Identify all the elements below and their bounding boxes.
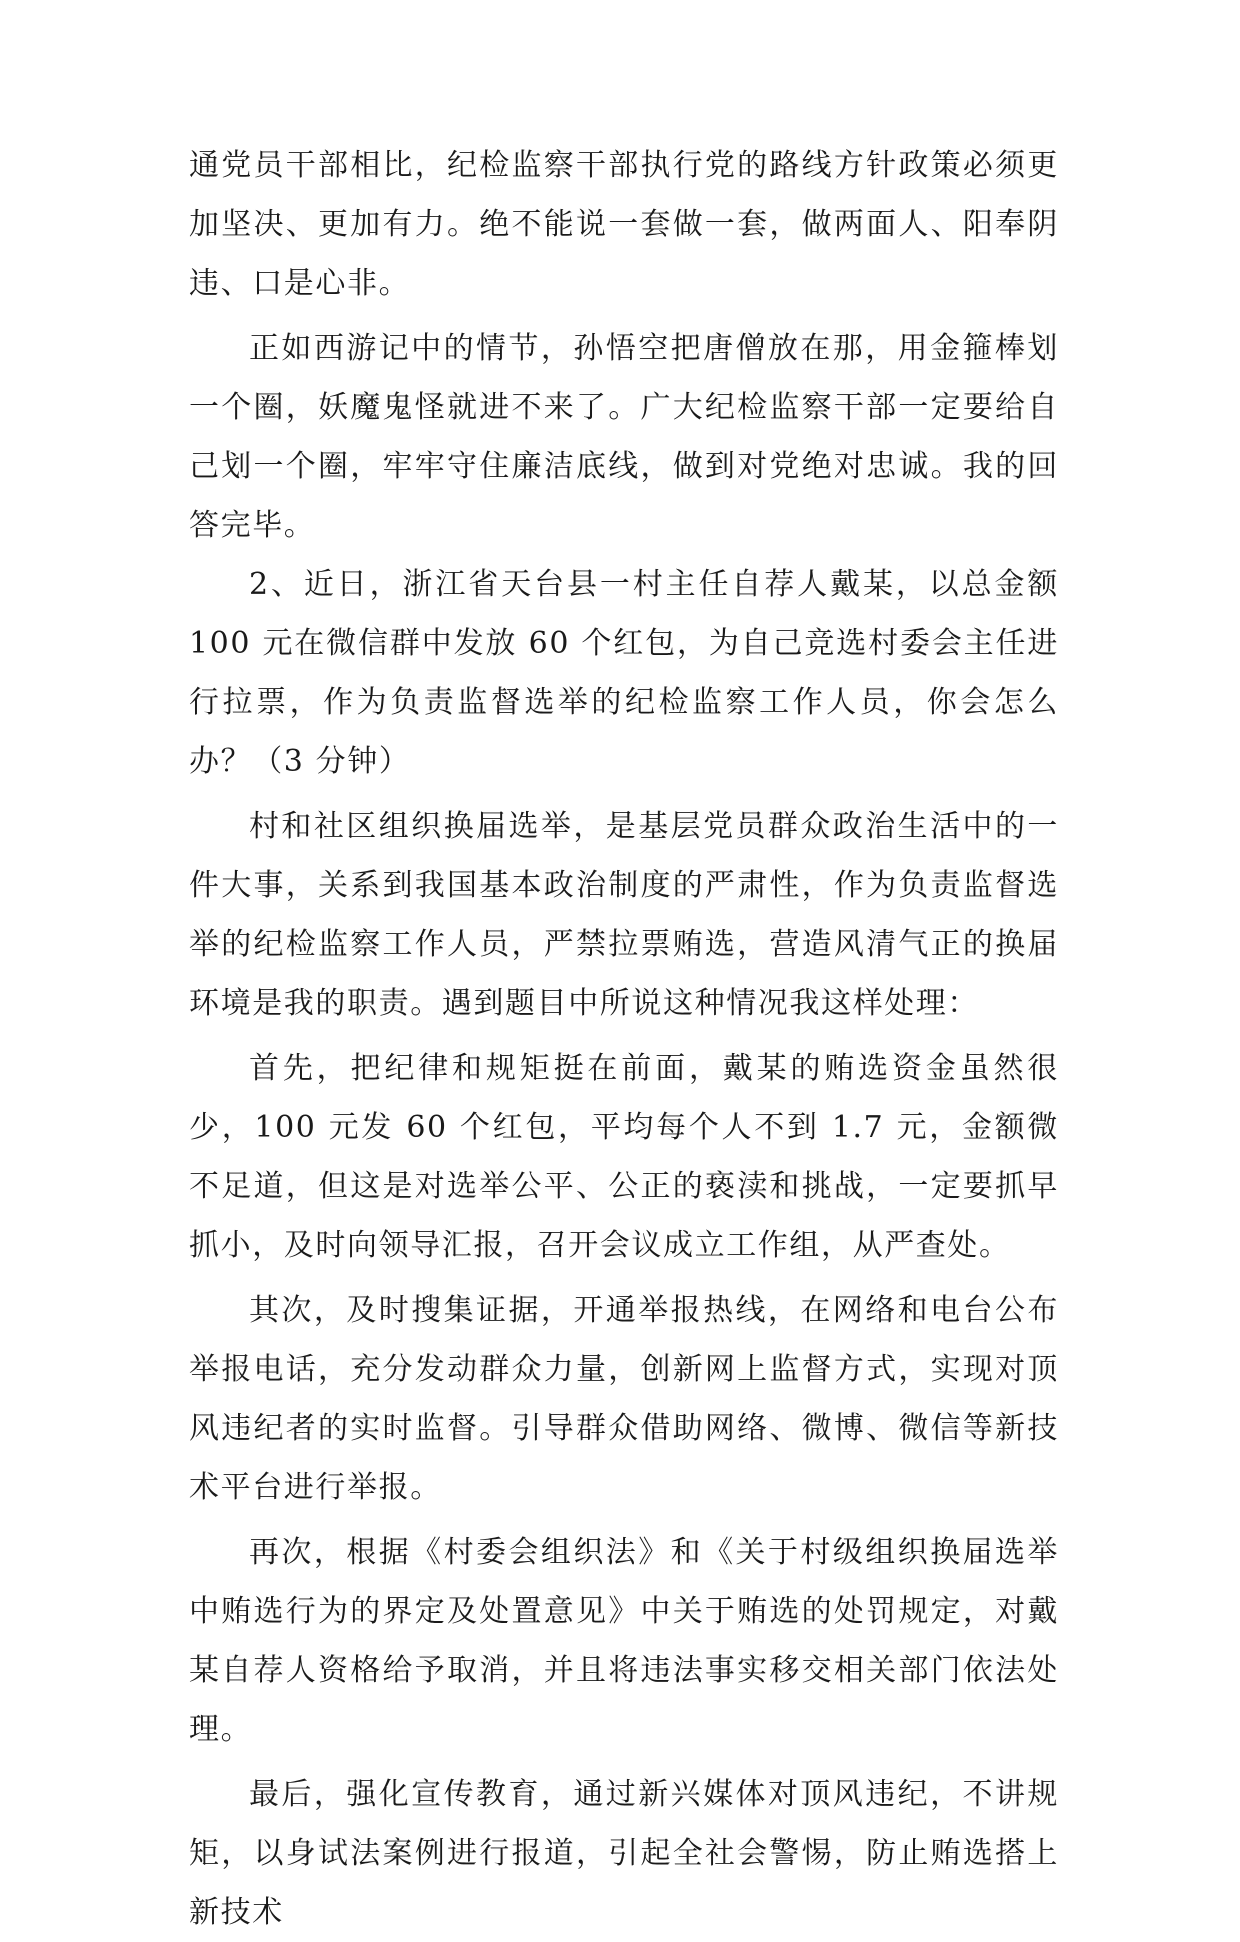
- question-2: 2、近日，浙江省天台县一村主任自荐人戴某，以总金额 100 元在微信群中发放 60 个红包，为自己竞选村委会主任进行拉票，作为负责监督选举的纪检监察工作人员，你会怎么办？（3 分钟）: [189, 567, 1059, 779]
- answer-step-last: 最后，强化宣传教育，通过新兴媒体对顶风违纪，不讲规矩，以身试法案例进行报道，引起全社会警惕，防止贿选搭上新技术: [189, 1777, 1059, 1930]
- paragraph-continuation: 通党员干部相比，纪检监察干部执行党的路线方针政策必须更加坚决、更加有力。绝不能说一套做一套，做两面人、阳奉阴违、口是心非。: [189, 148, 1059, 301]
- answer-step-first: 首先，把纪律和规矩挺在前面，戴某的贿选资金虽然很少，100 元发 60 个红包，平均每个人不到 1.7 元，金额微不足道，但这是对选举公平、公正的亵渎和挑战，一定要抓早抓小，及时向领导汇报，召开会议成立工作组，从严查处。: [189, 1051, 1059, 1263]
- answer-intro: 村和社区组织换届选举，是基层党员群众政治生活中的一件大事，关系到我国基本政治制度的严肃性，作为负责监督选举的纪检监察工作人员，严禁拉票贿选，营造风清气正的换届环境是我的职责。遇到题目中所说这种情况我这样处理：: [189, 809, 1059, 1021]
- paragraph-xiyouji-analogy: 正如西游记中的情节，孙悟空把唐僧放在那，用金箍棒划一个圈，妖魔鬼怪就进不来了。广大纪检监察干部一定要给自己划一个圈，牢牢守住廉洁底线，做到对党绝对忠诚。我的回答完毕。: [189, 331, 1059, 543]
- answer-step-second: 其次，及时搜集证据，开通举报热线，在网络和电台公布举报电话，充分发动群众力量，创新网上监督方式，实现对顶风违纪者的实时监督。引导群众借助网络、微博、微信等新技术平台进行举报。: [189, 1293, 1059, 1505]
- answer-step-third: 再次，根据《村委会组织法》和《关于村级组织换届选举中贿选行为的界定及处置意见》中关于贿选的处罚规定，对戴某自荐人资格给予取消，并且将违法事实移交相关部门依法处理。: [189, 1535, 1059, 1747]
- document-body: [189, 136, 1059, 1942]
